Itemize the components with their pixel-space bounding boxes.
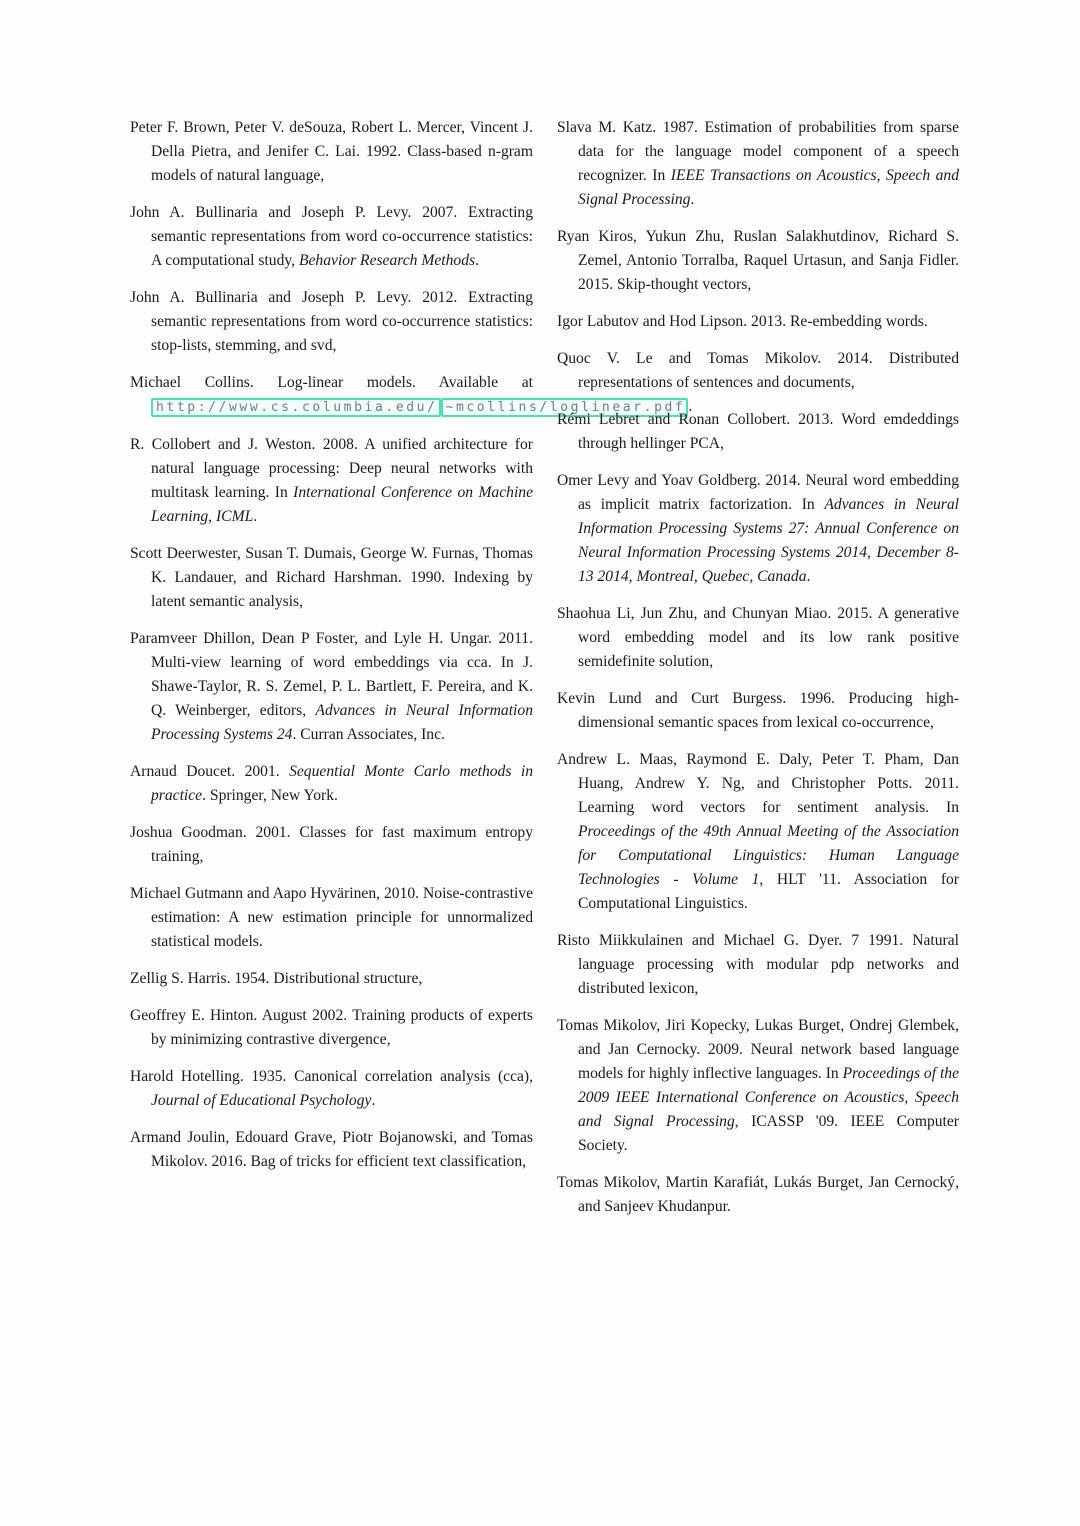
reference-title-italic: Advances in Neural Information Processing Systems 24	[151, 702, 533, 743]
reference-title-italic: Proceedings of the 2009 IEEE International Conference on Acoustics, Speech and Signal Processing	[578, 1065, 959, 1130]
reference-entry	[130, 201, 533, 273]
reference-text: Geoffrey E. Hinton. August 2002. Training products of experts by minimizing contrastive divergence,	[130, 1007, 533, 1048]
reference-text: .	[690, 191, 695, 208]
reference-entry	[557, 225, 959, 297]
reference-title-italic: International Conference on Machine Learning, ICML	[151, 484, 533, 525]
reference-url-link[interactable]: http://www.cs.columbia.edu/	[151, 398, 441, 417]
reference-text: Joshua Goodman. 2001. Classes for fast maximum entropy training,	[130, 824, 533, 865]
references-right-column	[557, 116, 959, 1232]
reference-entry	[130, 821, 533, 869]
reference-text: Ryan Kiros, Yukun Zhu, Ruslan Salakhutdinov, Richard S. Zemel, Antonio Torralba, Raquel Urtasun, and Sanja Fidler. 2015. Skip-thought vectors,	[557, 228, 959, 293]
reference-title-italic: Behavior Research Methods	[298, 252, 476, 269]
reference-text: .	[688, 398, 693, 415]
reference-text: Igor Labutov and Hod Lipson. 2013. Re-embedding words.	[557, 313, 928, 330]
reference-entry	[557, 116, 959, 212]
reference-entry	[557, 1014, 959, 1158]
reference-text: .	[475, 252, 479, 269]
reference-entry	[130, 1126, 533, 1174]
reference-entry	[130, 1065, 533, 1113]
reference-entry	[130, 882, 533, 954]
reference-text: Kevin Lund and Curt Burgess. 1996. Producing high-dimensional semantic spaces from lexical co-occurrence,	[557, 690, 959, 731]
reference-text: .	[806, 568, 811, 585]
reference-entry	[130, 286, 533, 358]
reference-entry	[557, 408, 959, 456]
reference-entry	[557, 310, 959, 334]
reference-text: John A. Bullinaria and Joseph P. Levy. 2007. Extracting semantic representations from word co-occurrence statistics: A computational study,	[130, 204, 533, 269]
reference-title-italic: IEEE Transactions on Acoustics, Speech and Signal Processing	[578, 167, 959, 208]
reference-text: Shaohua Li, Jun Zhu, and Chunyan Miao. 2015. A generative word embedding model and its low rank positive semidefinite solution,	[557, 605, 959, 670]
reference-entry	[130, 371, 693, 420]
reference-entry	[557, 347, 959, 395]
reference-entry	[130, 542, 533, 614]
references-left-column	[130, 116, 693, 1232]
reference-entry	[130, 433, 533, 529]
reference-text: Rémi Lebret and Ronan Collobert. 2013. Word emdeddings through hellinger PCA,	[557, 411, 959, 452]
reference-text: Armand Joulin, Edouard Grave, Piotr Bojanowski, and Tomas Mikolov. 2016. Bag of tricks for efficient text classification,	[130, 1129, 533, 1170]
reference-text: .	[371, 1092, 376, 1109]
reference-entry	[557, 1171, 959, 1219]
reference-text: Risto Miikkulainen and Michael G. Dyer. 7 1991. Natural language processing with modular pdp networks and distributed lexicon,	[557, 932, 959, 997]
reference-text: . Curran Associates, Inc.	[292, 726, 445, 743]
reference-text: John A. Bullinaria and Joseph P. Levy. 2012. Extracting semantic representations from word co-occurrence statistics: stop-lists, stemming, and svd,	[130, 289, 533, 354]
reference-text: Quoc V. Le and Tomas Mikolov. 2014. Distributed representations of sentences and documents,	[557, 350, 959, 391]
reference-text: R. Collobert and J. Weston. 2008. A unified architecture for natural language processing: Deep neural networks with multitask learning. In	[130, 436, 533, 501]
reference-text: Michael Gutmann and Aapo Hyvärinen, 2010. Noise-contrastive estimation: A new estimation principle for unnormalized statistical models.	[130, 885, 533, 950]
reference-text: Paramveer Dhillon, Dean P Foster, and Lyle H. Ungar. 2011. Multi-view learning of word embeddings via cca. In J. Shawe-Taylor, R. S. Zemel, P. L. Bartlett, F. Pereira, and K. Q. Weinberger, editors,	[130, 630, 533, 719]
reference-text: Peter F. Brown, Peter V. deSouza, Robert L. Mercer, Vincent J. Della Pietra, and Jenifer C. Lai. 1992. Class-based n-gram models of natural language,	[130, 119, 533, 184]
reference-text: Tomas Mikolov, Martin Karafiát, Lukás Burget, Jan Cernocký, and Sanjeev Khudanpur.	[557, 1174, 959, 1215]
reference-text: Arnaud Doucet. 2001.	[130, 763, 290, 780]
reference-text: Omer Levy and Yoav Goldberg. 2014. Neural word embedding as implicit matrix factorization. In	[557, 472, 959, 513]
reference-text: .	[253, 508, 258, 525]
reference-entry	[130, 967, 533, 991]
reference-entry	[130, 1004, 533, 1052]
reference-entry	[557, 748, 959, 916]
reference-text: Tomas Mikolov, Jiri Kopecky, Lukas Burget, Ondrej Glembek, and Jan Cernocky. 2009. Neural network based language models for highly inflective languages. In	[557, 1017, 959, 1082]
reference-text: , HLT '11. Association for Computational Linguistics.	[578, 871, 959, 912]
reference-text: Michael Collins. Log-linear models. Available at	[130, 374, 533, 391]
reference-title-italic: Advances in Neural Information Processing Systems 27: Annual Conference on Neural Information Processing Systems 2014, December 8-13 2014, Montreal, Quebec, Canada	[578, 496, 959, 585]
reference-entry	[557, 687, 959, 735]
reference-entry	[130, 627, 533, 747]
reference-url-link[interactable]: ~mcollins/loglinear.pdf	[441, 398, 689, 417]
reference-entry	[557, 929, 959, 1001]
reference-text: Harold Hotelling. 1935. Canonical correlation analysis (cca),	[130, 1068, 533, 1085]
reference-text: Scott Deerwester, Susan T. Dumais, George W. Furnas, Thomas K. Landauer, and Richard Harshman. 1990. Indexing by latent semantic analysis,	[130, 545, 533, 610]
reference-title-italic: Proceedings of the 49th Annual Meeting of the Association for Computational Linguistics: Human Language Technologies - Volume 1	[578, 823, 959, 888]
reference-text: Andrew L. Maas, Raymond E. Daly, Peter T. Pham, Dan Huang, Andrew Y. Ng, and Christopher Potts. 2011. Learning word vectors for sentiment analysis. In	[557, 751, 959, 816]
reference-text: Slava M. Katz. 1987. Estimation of probabilities from sparse data for the language model component of a speech recognizer. In	[557, 119, 959, 184]
reference-title-italic: Journal of Educational Psychology	[151, 1092, 372, 1109]
reference-title-italic: Sequential Monte Carlo methods in practice	[151, 763, 533, 804]
reference-entry	[130, 760, 533, 808]
reference-text: , ICASSP '09. IEEE Computer Society.	[578, 1113, 959, 1154]
reference-entry	[557, 469, 959, 589]
reference-entry	[130, 116, 533, 188]
reference-text: . Springer, New York.	[202, 787, 338, 804]
reference-text: Zellig S. Harris. 1954. Distributional structure,	[130, 970, 423, 987]
reference-entry	[557, 602, 959, 674]
